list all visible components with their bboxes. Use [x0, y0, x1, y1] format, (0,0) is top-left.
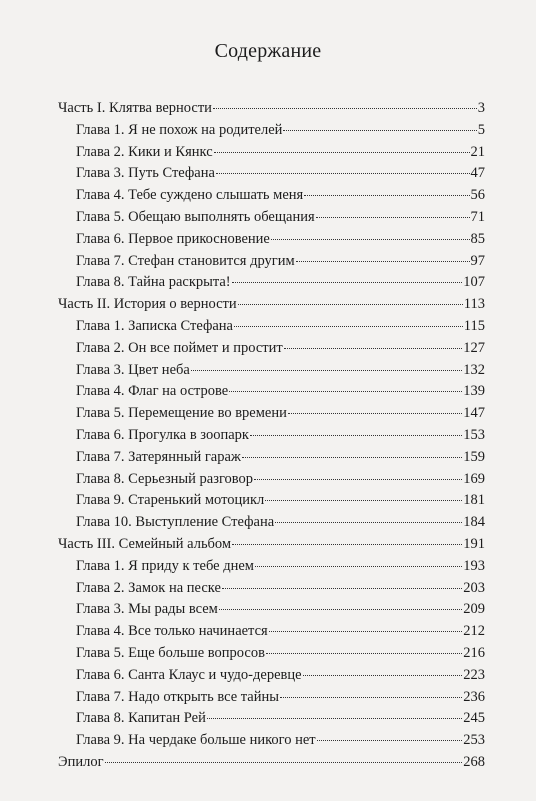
toc-chapter-entry — [58, 316, 485, 338]
page-number: 115 — [463, 317, 485, 334]
dot-leader — [214, 152, 470, 153]
page-number: 5 — [477, 121, 485, 138]
page-number: 193 — [463, 557, 485, 574]
toc-chapter-entry — [58, 599, 485, 621]
entry-label: Глава 8. Серьезный разговор — [76, 470, 254, 487]
dot-leader — [280, 697, 462, 698]
dot-leader — [254, 479, 462, 480]
toc-chapter-entry — [58, 425, 485, 447]
dot-leader — [234, 326, 463, 327]
entry-label: Часть II. История о верности — [58, 296, 237, 313]
page-number: 159 — [463, 448, 485, 465]
toc-part-entry — [58, 534, 485, 556]
toc-chapter-entry — [58, 490, 485, 512]
entry-label: Глава 6. Прогулка в зоопарк — [76, 426, 249, 443]
dot-leader — [242, 457, 462, 458]
dot-leader — [238, 304, 463, 305]
dot-leader — [219, 609, 462, 610]
dot-leader — [232, 544, 462, 545]
dot-leader — [304, 195, 469, 196]
toc-chapter-entry — [58, 142, 485, 164]
entry-label: Глава 2. Замок на песке — [76, 579, 221, 596]
entry-label: Глава 3. Путь Стефана — [76, 165, 215, 182]
dot-leader — [265, 500, 462, 501]
entry-label: Глава 3. Мы рады всем — [76, 601, 218, 618]
toc-chapter-entry — [58, 730, 485, 752]
toc-chapter-entry — [58, 708, 485, 730]
dot-leader — [191, 370, 462, 371]
dot-leader — [316, 217, 470, 218]
toc-chapter-entry — [58, 360, 485, 382]
page-number: 107 — [463, 274, 485, 291]
dot-leader — [275, 522, 462, 523]
page-number: 181 — [463, 492, 485, 509]
dot-leader — [266, 653, 462, 654]
entry-label: Глава 1. Я не похож на родителей — [76, 121, 283, 138]
entry-label: Глава 7. Надо открыть все тайны — [76, 688, 279, 705]
toc-part-entry — [58, 98, 485, 120]
entry-label: Глава 8. Капитан Рей — [76, 710, 206, 727]
page-number: 253 — [463, 732, 485, 749]
dot-leader — [250, 435, 462, 436]
entry-label: Глава 4. Тебе суждено слышать меня — [76, 187, 304, 204]
toc-chapter-entry — [58, 643, 485, 665]
toc-part-entry — [58, 294, 485, 316]
dot-leader — [269, 631, 463, 632]
page-number: 209 — [463, 601, 485, 618]
entry-label: Глава 10. Выступление Стефана — [76, 514, 275, 531]
entry-label: Глава 4. Флаг на острове — [76, 383, 229, 400]
dot-leader — [105, 762, 463, 763]
entry-label: Глава 2. Кики и Кянкс — [76, 143, 213, 160]
toc-chapter-entry — [58, 687, 485, 709]
entry-label: Глава 1. Записка Стефана — [76, 317, 233, 334]
page-title: Содержание — [214, 40, 322, 62]
page-number: 113 — [463, 296, 485, 313]
dot-leader — [213, 108, 477, 109]
dot-leader — [303, 675, 463, 676]
page-number: 85 — [470, 230, 485, 247]
toc-part-entry — [58, 752, 485, 774]
toc-chapter-entry — [58, 403, 485, 425]
entry-label: Глава 7. Стефан становится другим — [76, 252, 295, 269]
toc-chapter-entry — [58, 621, 485, 643]
page-number: 169 — [463, 470, 485, 487]
page-number: 236 — [463, 688, 485, 705]
toc-chapter-entry — [58, 163, 485, 185]
dot-leader — [317, 740, 463, 741]
entry-label: Глава 9. Старенький мотоцикл — [76, 492, 265, 509]
page-number: 71 — [470, 208, 485, 225]
dot-leader — [288, 413, 462, 414]
entry-label: Глава 6. Первое прикосновение — [76, 230, 270, 247]
dot-leader — [271, 239, 470, 240]
toc-chapter-entry — [58, 512, 485, 534]
page-number: 132 — [463, 361, 485, 378]
dot-leader — [232, 282, 463, 283]
dot-leader — [283, 130, 476, 131]
toc-chapter-entry — [58, 447, 485, 469]
dot-leader — [216, 173, 470, 174]
entry-label: Часть I. Клятва верности — [58, 100, 212, 116]
entry-label: Эпилог — [58, 753, 104, 770]
page-number: 268 — [463, 753, 485, 770]
entry-label: Глава 9. На чердаке больше никого нет — [76, 732, 316, 749]
page-number: 203 — [463, 579, 485, 596]
dot-leader — [207, 718, 462, 719]
toc-chapter-entry — [58, 556, 485, 578]
toc-chapter-entry — [58, 578, 485, 600]
page-number: 147 — [463, 405, 485, 422]
entry-label: Глава 5. Перемещение во времени — [76, 405, 287, 422]
entry-label: Глава 5. Еще больше вопросов — [76, 644, 265, 661]
page-number: 56 — [470, 187, 485, 204]
toc-chapter-entry — [58, 207, 485, 229]
entry-label: Глава 6. Санта Клаус и чудо-деревце — [76, 666, 302, 683]
toc-chapter-entry — [58, 251, 485, 273]
page-number: 47 — [470, 165, 485, 182]
toc-chapter-entry — [58, 665, 485, 687]
page-number: 127 — [463, 339, 485, 356]
page-number: 184 — [463, 514, 485, 531]
page-number: 97 — [470, 252, 485, 269]
page-number: 139 — [463, 383, 485, 400]
entry-label: Глава 8. Тайна раскрыта! — [76, 274, 231, 291]
page-number: 216 — [463, 644, 485, 661]
dot-leader — [222, 588, 462, 589]
entry-label: Глава 3. Цвет неба — [76, 361, 190, 378]
page-number: 153 — [463, 426, 485, 443]
page-number: 212 — [463, 623, 485, 640]
dot-leader — [284, 348, 463, 349]
dot-leader — [296, 261, 470, 262]
entry-label: Часть III. Семейный альбом — [58, 535, 232, 552]
toc-chapter-entry — [58, 338, 485, 360]
entry-label: Глава 4. Все только начинается — [76, 623, 268, 640]
toc-chapter-entry — [58, 185, 485, 207]
toc-chapter-entry — [58, 229, 485, 251]
dot-leader — [255, 566, 462, 567]
toc-chapter-entry — [58, 120, 485, 142]
page-number: 191 — [463, 535, 485, 552]
entry-label: Глава 5. Обещаю выполнять обещания — [76, 208, 315, 225]
page-number: 3 — [477, 100, 485, 116]
page-number: 245 — [463, 710, 485, 727]
entry-label: Глава 2. Он все поймет и простит — [76, 339, 283, 356]
toc-chapter-entry — [58, 272, 485, 294]
page-number: 21 — [470, 143, 485, 160]
toc-chapter-entry — [58, 469, 485, 491]
dot-leader — [229, 391, 462, 392]
entry-label: Глава 7. Затерянный гараж — [76, 448, 241, 465]
page-number: 223 — [463, 666, 485, 683]
entry-label: Глава 1. Я приду к тебе днем — [76, 557, 254, 574]
toc-chapter-entry — [58, 381, 485, 403]
toc-list — [58, 98, 485, 774]
